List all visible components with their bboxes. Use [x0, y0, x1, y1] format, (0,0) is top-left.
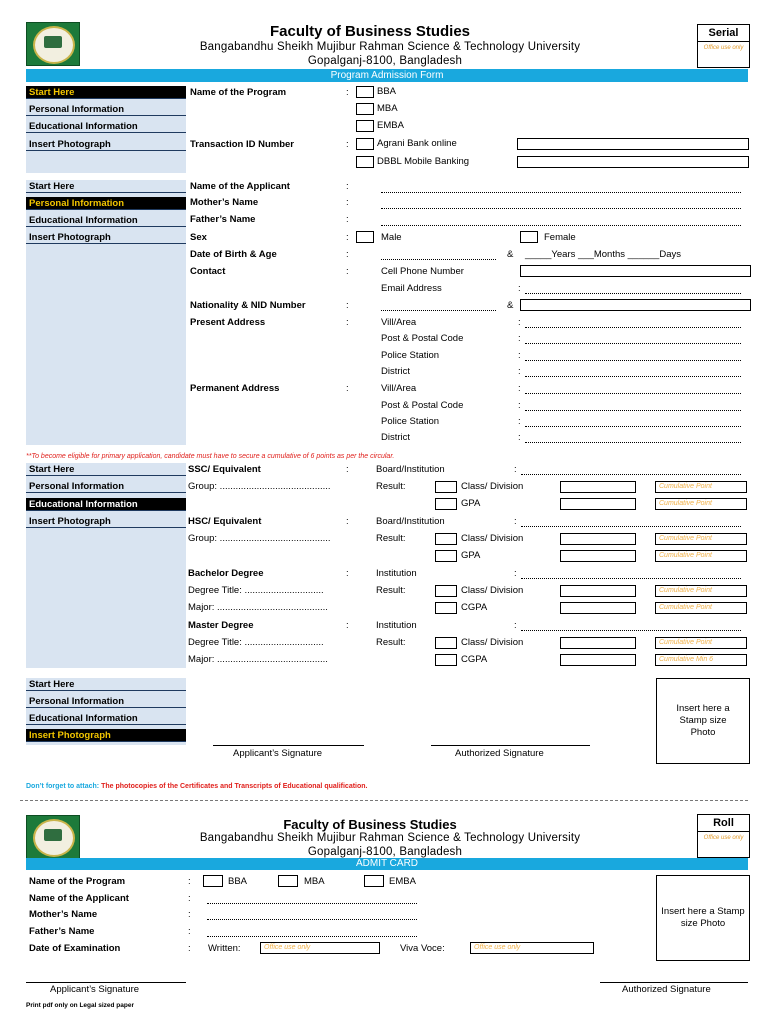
father-name-field[interactable]: [381, 225, 741, 226]
dbbl-checkbox[interactable]: [356, 156, 374, 168]
master-cgpa-label: CGPA: [461, 654, 488, 665]
university-address: Gopalganj-8100, Bangladesh: [307, 55, 463, 67]
admit-university-logo: [26, 815, 80, 859]
male-label: Male: [381, 232, 402, 243]
nid-amp: &: [507, 300, 514, 311]
present-district-label: District: [381, 366, 411, 377]
mother-name-label: Mother’s Name: [190, 197, 259, 208]
admit-bba-label: BBA: [228, 876, 248, 887]
master-institution-label: Institution: [376, 620, 417, 631]
nav-photo-1[interactable]: Insert Photograph: [26, 138, 186, 151]
ssc-board-label: Board/Institution: [376, 464, 445, 475]
bachelor-cgpa-checkbox[interactable]: [435, 602, 457, 614]
admit-photo-stamp-box[interactable]: [656, 875, 750, 961]
cell-phone-input[interactable]: [520, 265, 751, 277]
nav-educational-1[interactable]: Educational Information: [26, 120, 186, 133]
permanent-vill-label: Vill/Area: [381, 383, 417, 394]
master-major-field[interactable]: Major: ..........................................: [188, 654, 328, 665]
faculty-title: Faculty of Business Studies: [269, 23, 471, 40]
female-label: Female: [544, 232, 576, 243]
hsc-gpa-checkbox[interactable]: [435, 550, 457, 562]
cut-line: [20, 800, 748, 801]
photo-stamp-text: Insert here a Stamp size Photo: [676, 703, 730, 738]
applicant-signature-label: Applicant’s Signature: [233, 748, 323, 759]
ssc-class-input[interactable]: [560, 481, 636, 493]
admit-applicant-signature-line[interactable]: [26, 982, 186, 983]
photo-stamp-box[interactable]: [656, 678, 750, 764]
nav-photo-4[interactable]: Insert Photograph: [26, 729, 186, 742]
bba-checkbox[interactable]: [356, 86, 374, 98]
nav-start-here-1[interactable]: Start Here: [26, 86, 186, 99]
permanent-vill-field[interactable]: [525, 393, 741, 394]
nav-personal-4[interactable]: Personal Information: [26, 695, 186, 708]
hsc-result-label: Result:: [376, 533, 406, 544]
authorized-signature-line[interactable]: [431, 745, 590, 746]
admit-mother-label: Mother’s Name: [29, 909, 98, 920]
cell-phone-label: Cell Phone Number: [381, 266, 464, 277]
admit-emba-checkbox[interactable]: [364, 875, 384, 887]
dbbl-transaction-input[interactable]: [517, 156, 749, 168]
admit-faculty-title: Faculty of Business Studies: [283, 817, 457, 832]
nav-educational-3[interactable]: Educational Information: [26, 498, 186, 511]
roll-label: Roll: [698, 815, 749, 832]
admit-applicant-signature-label: Applicant’s Signature: [50, 984, 140, 995]
permanent-post-field[interactable]: [525, 410, 741, 411]
transaction-label: Transaction ID Number: [190, 139, 294, 150]
present-vill-label: Vill/Area: [381, 317, 417, 328]
admit-applicant-field[interactable]: [207, 903, 417, 904]
age-field[interactable]: _____Years ___Months ______Days: [525, 249, 681, 260]
bachelor-cgpa-input[interactable]: [560, 602, 636, 614]
roll-box: [697, 814, 750, 858]
university-name: Bangabandhu Sheikh Mujibur Rahman Science & Technology University: [199, 41, 581, 53]
permanent-district-label: District: [381, 432, 411, 443]
ssc-result-label: Result:: [376, 481, 406, 492]
attach-note: [26, 783, 368, 790]
agrani-transaction-input[interactable]: [517, 138, 749, 150]
admit-mba-checkbox[interactable]: [278, 875, 298, 887]
contact-label: Contact: [190, 266, 226, 277]
dob-label: Date of Birth & Age: [190, 249, 277, 260]
admit-father-label: Father’s Name: [29, 926, 95, 937]
mba-label: MBA: [377, 103, 398, 114]
admit-mba-label: MBA: [304, 876, 325, 887]
sex-label: Sex: [190, 232, 207, 243]
roll-office-use: Office use only: [703, 835, 744, 841]
male-checkbox[interactable]: [356, 231, 374, 243]
bachelor-cumulative-class: Cumulative Point: [655, 585, 747, 597]
hsc-board-label: Board/Institution: [376, 516, 445, 527]
admit-viva-label: Viva Voce:: [400, 943, 445, 954]
admit-card-bar: ADMIT CARD: [26, 858, 748, 870]
permanent-police-field[interactable]: [525, 426, 741, 427]
ssc-class-checkbox[interactable]: [435, 481, 457, 493]
dob-field[interactable]: [381, 259, 496, 260]
bachelor-class-input[interactable]: [560, 585, 636, 597]
admit-father-field[interactable]: [207, 936, 417, 937]
master-institution-field[interactable]: [521, 630, 741, 631]
permanent-police-label: Police Station: [381, 416, 440, 427]
present-vill-field[interactable]: [525, 327, 741, 328]
nav-educational-2[interactable]: Educational Information: [26, 214, 186, 227]
serial-box: [697, 24, 750, 68]
ssc-gpa-label: GPA: [461, 498, 481, 509]
nid-input[interactable]: [520, 299, 751, 311]
master-class-label: Class/ Division: [461, 637, 524, 648]
hsc-class-label: Class/ Division: [461, 533, 524, 544]
sidebar-panel-3: [26, 463, 186, 668]
nav-start-here-2[interactable]: Start Here: [26, 180, 186, 193]
permanent-district-field[interactable]: [525, 442, 741, 443]
master-cgpa-checkbox[interactable]: [435, 654, 457, 666]
bachelor-cgpa-label: CGPA: [461, 602, 488, 613]
admit-university-address: Gopalganj-8100, Bangladesh: [307, 846, 463, 858]
ssc-cumulative-class: Cumulative Point: [655, 481, 747, 493]
email-field[interactable]: [525, 293, 741, 294]
master-degree-title-field[interactable]: Degree Title: ..............................: [188, 637, 324, 648]
nationality-field[interactable]: [381, 310, 496, 311]
master-cumulative-min: Cumulative Min 6: [655, 654, 747, 666]
female-checkbox[interactable]: [520, 231, 538, 243]
mba-checkbox[interactable]: [356, 103, 374, 115]
admit-written-label: Written:: [208, 943, 241, 954]
eligibility-note: **To become eligible for primary application, candidate must have to secure a cumulative of 6 points as per the circular.: [26, 453, 395, 460]
permanent-address-label: Permanent Address: [190, 383, 280, 394]
print-note: Print pdf only on Legal sized paper: [26, 1002, 134, 1009]
nav-photo-3[interactable]: Insert Photograph: [26, 515, 186, 528]
form-title-bar: Program Admission Form: [26, 69, 748, 82]
applicant-signature-line[interactable]: [213, 745, 364, 746]
email-label: Email Address: [381, 283, 442, 294]
master-cumulative-class: Cumulative Point: [655, 637, 747, 649]
hsc-group-field[interactable]: Group: ..........................................: [188, 533, 331, 544]
permanent-post-label: Post & Postal Code: [381, 400, 464, 411]
master-class-checkbox[interactable]: [435, 637, 457, 649]
hsc-class-input[interactable]: [560, 533, 636, 545]
emba-label: EMBA: [377, 120, 404, 131]
admit-program-label: Name of the Program: [29, 876, 126, 887]
ssc-cumulative-gpa: Cumulative Point: [655, 498, 747, 510]
bachelor-institution-label: Institution: [376, 568, 417, 579]
serial-office-use: Office use only: [703, 45, 744, 51]
admit-written-input[interactable]: Office use only: [260, 942, 380, 954]
nav-personal-2[interactable]: Personal Information: [26, 197, 186, 210]
attach-note-text: The photocopies of the Certificates and Transcripts of Educational qualification.: [101, 783, 368, 790]
admit-authorized-signature-label: Authorized Signature: [622, 984, 711, 995]
hsc-gpa-input[interactable]: [560, 550, 636, 562]
attach-note-prefix: Don’t forget to attach:: [26, 783, 100, 790]
present-post-field[interactable]: [525, 343, 741, 344]
admit-emba-label: EMBA: [389, 876, 416, 887]
father-name-label: Father’s Name: [190, 214, 256, 225]
hsc-class-checkbox[interactable]: [435, 533, 457, 545]
bachelor-cumulative-cgpa: Cumulative Point: [655, 602, 747, 614]
present-police-label: Police Station: [381, 350, 440, 361]
bachelor-institution-field[interactable]: [521, 578, 741, 579]
master-class-input[interactable]: [560, 637, 636, 649]
bachelor-class-label: Class/ Division: [461, 585, 524, 596]
program-label: Name of the Program: [190, 87, 287, 98]
bachelor-major-field[interactable]: Major: ..........................................: [188, 602, 328, 613]
bachelor-class-checkbox[interactable]: [435, 585, 457, 597]
university-logo: [26, 22, 80, 66]
admit-authorized-signature-line[interactable]: [600, 982, 748, 983]
ssc-gpa-checkbox[interactable]: [435, 498, 457, 510]
admit-exam-date-label: Date of Examination: [29, 943, 121, 954]
nav-start-here-4[interactable]: Start Here: [26, 678, 186, 691]
present-post-label: Post & Postal Code: [381, 333, 464, 344]
master-cgpa-input[interactable]: [560, 654, 636, 666]
admit-mother-field[interactable]: [207, 919, 417, 920]
bachelor-label: Bachelor Degree: [188, 568, 264, 579]
master-label: Master Degree: [188, 620, 254, 631]
nav-photo-2[interactable]: Insert Photograph: [26, 231, 186, 244]
nid-label: Nationality & NID Number: [190, 300, 306, 311]
present-district-field[interactable]: [525, 376, 741, 377]
hsc-board-field[interactable]: [521, 526, 741, 527]
agrani-checkbox[interactable]: [356, 138, 374, 150]
bba-label: BBA: [377, 86, 397, 97]
hsc-cumulative-gpa: Cumulative Point: [655, 550, 747, 562]
nav-personal-1[interactable]: Personal Information: [26, 103, 186, 116]
admit-photo-stamp-text: Insert here a Stamp size Photo: [661, 906, 745, 929]
present-police-field[interactable]: [525, 360, 741, 361]
mother-name-field[interactable]: [381, 208, 741, 209]
admit-university-name: Bangabandhu Sheikh Mujibur Rahman Science & Technology University: [199, 832, 581, 844]
present-address-label: Present Address: [190, 317, 266, 328]
agrani-label: Agrani Bank online: [377, 138, 457, 149]
hsc-gpa-label: GPA: [461, 550, 481, 561]
master-result-label: Result:: [376, 637, 406, 648]
hsc-label: HSC/ Equivalent: [188, 516, 262, 527]
ssc-gpa-input[interactable]: [560, 498, 636, 510]
emba-checkbox[interactable]: [356, 120, 374, 132]
nav-start-here-3[interactable]: Start Here: [26, 463, 186, 476]
ssc-board-field[interactable]: [521, 474, 741, 475]
bachelor-degree-title-field[interactable]: Degree Title: ..............................: [188, 585, 324, 596]
bachelor-result-label: Result:: [376, 585, 406, 596]
admit-viva-input[interactable]: Office use only: [470, 942, 594, 954]
authorized-signature-label: Authorized Signature: [455, 748, 544, 759]
ssc-class-label: Class/ Division: [461, 481, 524, 492]
hsc-cumulative-class: Cumulative Point: [655, 533, 747, 545]
admit-applicant-label: Name of the Applicant: [29, 893, 129, 904]
ssc-group-field[interactable]: Group: ..........................................: [188, 481, 331, 492]
applicant-name-field[interactable]: [381, 192, 741, 193]
serial-label: Serial: [698, 25, 749, 42]
admit-bba-checkbox[interactable]: [203, 875, 223, 887]
ssc-label: SSC/ Equivalent: [188, 464, 261, 475]
nav-personal-3[interactable]: Personal Information: [26, 480, 186, 493]
applicant-name-label: Name of the Applicant: [190, 181, 290, 192]
nav-educational-4[interactable]: Educational Information: [26, 712, 186, 725]
dbbl-label: DBBL Mobile Banking: [377, 156, 470, 167]
dob-amp: &: [507, 249, 514, 260]
